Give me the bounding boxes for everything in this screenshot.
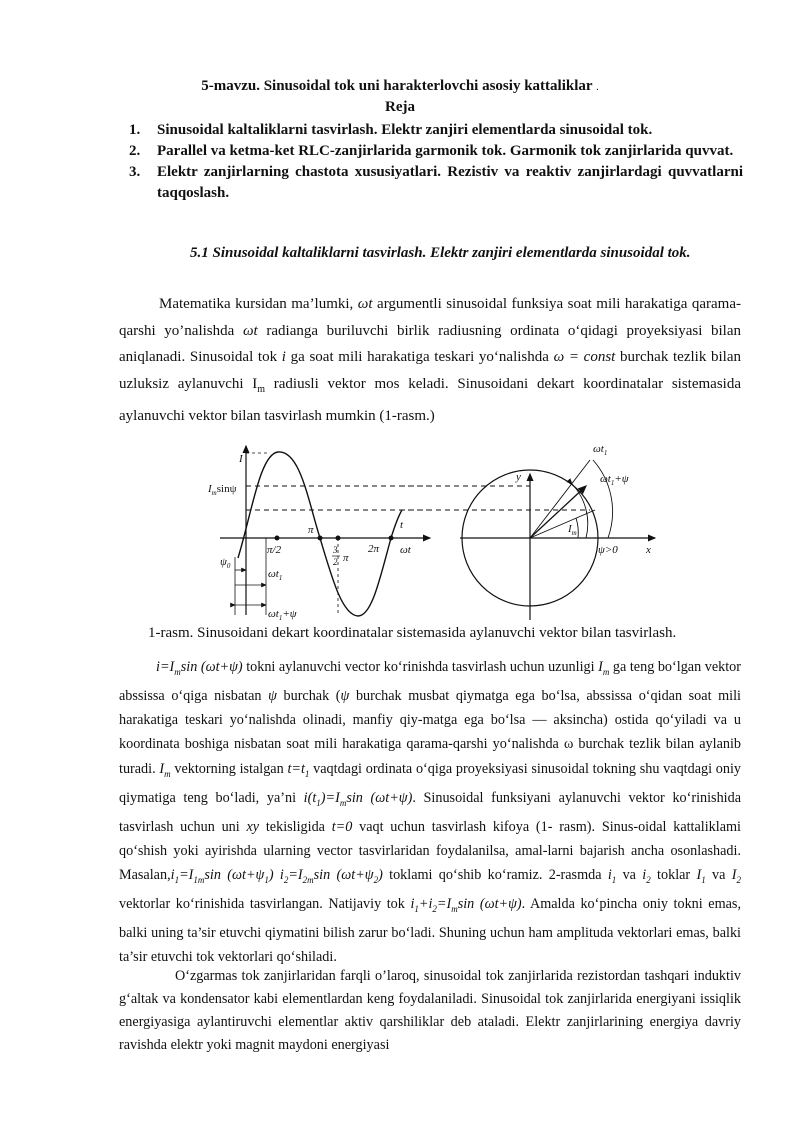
section-heading: 5.1 Sinusoidal kaltaliklarni tasvirlash. Elektr zanjiri elementlarda sinusoidal tok. (190, 245, 691, 261)
two-pi-point (389, 536, 393, 540)
label-wt1psi-right: $\omega t_1+\psi$ (600, 473, 629, 487)
label-psi-gt0: ψ>0 (598, 544, 618, 556)
pi-point (318, 536, 322, 540)
psi-ray (530, 510, 595, 538)
plan-item (119, 120, 743, 141)
tick-two-pi: 2π (368, 543, 380, 555)
axis-label-t: t (400, 519, 404, 531)
pi-half-point (275, 536, 279, 540)
plan-item-text: Sinusoidal kaltaliklarni tasvirlash. Elektr zanjiri elementlarda sinusoidal tok. (157, 122, 653, 138)
im-vector (530, 486, 586, 538)
plan-item-number: 2. (129, 143, 141, 159)
label-wt1: $\omega t_1$ (268, 568, 283, 582)
label-im-sinpsi: $I_m\sin\psi$ (208, 483, 237, 497)
sinusoid-plot (220, 446, 430, 616)
plan-item-number: 3. (129, 164, 141, 180)
plan-list (119, 120, 743, 204)
plan-item-number: 1. (129, 122, 141, 138)
sine-curve (238, 452, 402, 616)
wt1-ray (530, 460, 590, 538)
rotating-vector-labels (515, 443, 651, 556)
sinusoid-rotating-vector-figure (200, 440, 660, 620)
plan-item (119, 141, 743, 162)
tick-pi-half: π/2 (267, 544, 282, 556)
sinusoid-labels (207, 453, 412, 620)
axis-label-wt: ωt (400, 544, 411, 556)
axis-label-x: x (646, 544, 651, 556)
plan-item-text: Parallel va ketma-ket RLC-zanjirlarida garmonik tok. Garmonik tok zanjirlarida quvvat. (157, 143, 734, 159)
tick-three: 3 (333, 545, 338, 555)
plan-item (119, 162, 743, 204)
three-halves-pi-point (336, 536, 340, 540)
axis-label-I: I (239, 453, 243, 465)
label-wt1-right: $\omega t_1$ (593, 443, 608, 457)
label-wt1psi: $\omega t_1+\psi$ (268, 608, 297, 620)
paragraph-vector-representation: $i=I_m\sin$ (ωt+ψ) tokni aylanuvchi vector ko‘rinishda tasvirlash uchun uzunligi $I_m$ ga teng bo‘lgan vektor abssissa o‘qiga nisbatan ψ burchak (ψ burchak musbat qiymatga ega bo‘lsa, abssissa o‘qidan soat mili harakatiga teskari yo‘nalishda olinadi, manfiy qiy-matga ega bo‘lsa — aksincha) ostida qo‘yiladi va u koordinata boshiga nisbatan soat mili harakatiga qarama-qarshi yo‘nalishda ω burchak tezlik bilan aylanib turadi. $I_m$ vektorning istalgan $t=t_1$ vaqtdagi ordinata o‘qiga proyeksiyasi sinusoidal tokning shu vaqtdagi oniy qiymatiga teng bo‘ladi, ya’ni $i(t_1)=I_m\sin$ (ωt+ψ). Sinusoidal funksiyani aylanuvchi vektor ko‘rinishida tasvirlash uchun uni xy tekisligida t=0 vaqt uchun tasvirlash kifoya (1- rasm). Sinus-oidal kattaliklami qo‘shish yoki ayirishda ularning vector tasvirlaridan foydalanilsa, amal-larni bajarish ancha osonlashadi. $Masalan,i_1=I_{1m}\sin$ $(\omega t+\psi_1)$ $i_2=I_{2m}\sin$ $(\omega t+\psi_2)$ toklami qo‘shib ko‘ramiz. 2-rasmda $i_1$ va $i_2$ toklar $I_1$ va $I_2$ vektorlar ko‘rinishida tasvirlangan. Natijaviy tok $i_1+i_2=I_m\sin$ (ωt+ψ). Amalda ko‘pincha oniy tokni emas, balki uning ta’sir etuvchi qiymatini bilish zarur bo‘ladi. Shuning uchun ham amplituda vektorlari emas, balki ta’sir etuvchi tok vektorlari qo‘shiladi. (119, 659, 742, 966)
paragraph-intro: Matematika kursidan ma’lumki, ωt argumentli sinusoidal funksiya soat mili harakatiga qarama-qarshi yo’nalishda ωt radianga buriluvchi birlik radiusning ordinata o‘qidagi proyeksiyasi bilan aniqlanadi. Sinusoidal tok i ga soat mili harakatiga teskari yo‘nalishda ω = const burchak tezlik bilan uzluksiz aylanuvchi $I_m$ radiusli vektor mos keladi. Sinusoidani dekart koordinatalar sistemasida aylanuvchi vektor bilan tasvirlash mumkin (1-rasm.) (119, 296, 742, 424)
title-text: 5-mavzu. Sinusoidal tok uni harakterlovchi asosiy kattaliklar (201, 78, 593, 94)
label-psi0: $\psi_0$ (220, 556, 231, 570)
paragraph-ac-circuits: O‘zgarmas tok zanjirlaridan farqli o’laroq, sinusoidal tok zanjirlarida rezistordan tashqari induktiv g‘altak va kondensator kabi elementlardan keng foydalaniladi. Sinusoidal tok zanjirlarida energiyani issiqlik energiyasiga aylantiruvchi elementlar aktiv qarshiliklar deb ataladi. Elektr zanjirlarining energiya davriy ravishda elektr yoki magnit maydoni energiyasi (119, 968, 741, 1053)
document-title (0, 78, 800, 95)
tick-pi: π (308, 524, 314, 536)
title-dot: . (596, 81, 599, 93)
tick-two: 2 (333, 557, 338, 567)
wt1-arc (593, 460, 613, 538)
plan-heading: Reja (385, 99, 415, 115)
label-im-right: $I_m$ (568, 523, 577, 537)
tick-pi-suffix: π (343, 552, 349, 564)
axis-label-y: y (516, 471, 521, 483)
figure-caption: 1-rasm. Sinusoidani dekart koordinatalar sistemasida aylanuvchi vektor bilan tasvirlash. (148, 625, 677, 641)
plan-item-text: Elektr zanjirlarning chastota xususiyatlari. Rezistiv va reaktiv zanjirlardagi quvvatlarni taqqoslash. (157, 164, 743, 201)
